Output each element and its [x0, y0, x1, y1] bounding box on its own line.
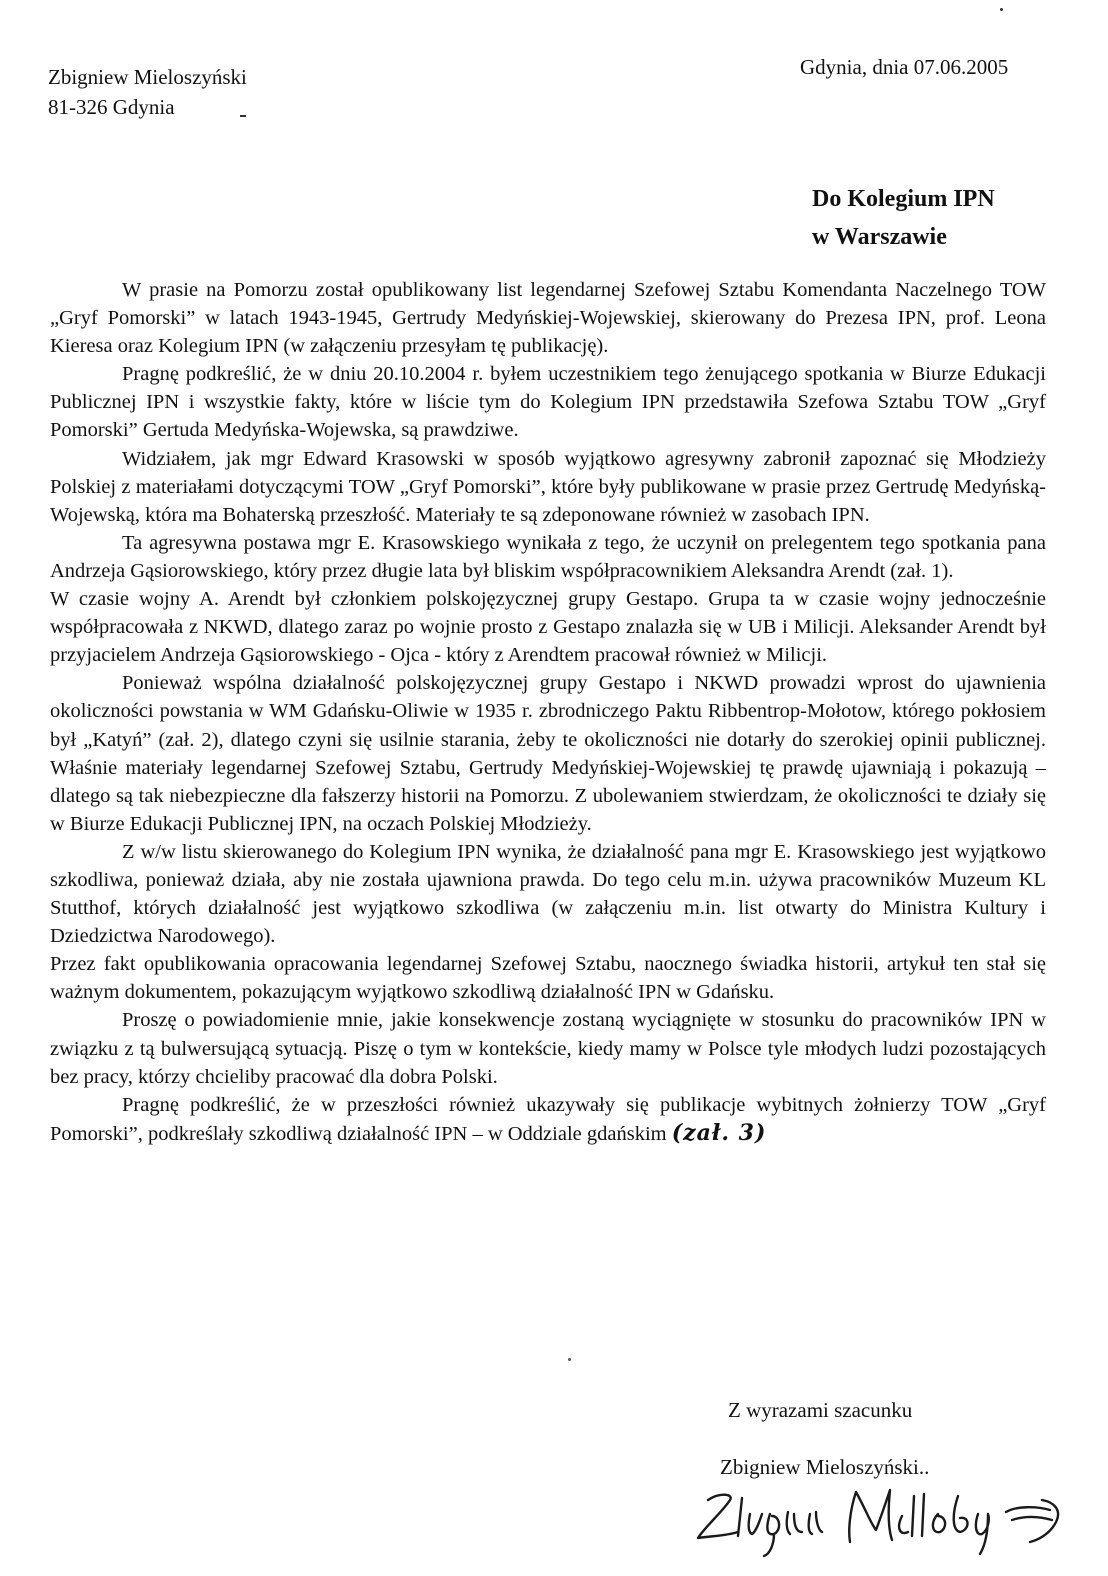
paragraph-2: Pragnę podkreślić, że w dniu 20.10.2004 r. byłem uczestnikiem tego żenującego spotkania w Biurze Edukacji Publicznej IPN i wszystkie fakty, które w liście tym do Kolegium IPN przedstawiła Szefowa Sztabu TOW „Gryf Pomorski” Gertuda Medyńska-Wojewska, są prawdziwe. — [50, 363, 1046, 442]
paragraph-5: W czasie wojny A. Arendt był członkiem polskojęzycznej grupy Gestapo. Grupa ta w czasie wojny jednocześnie współpracowała z NKWD, dlatego zaraz po wojnie prosto z Gestapo znalazła się w UB i Milicji. Aleksander Arendt był przyjacielem Andrzeja Gąsiorowskiego - Ojca - który z Arendtem pracował również w Milicji. — [50, 588, 1046, 667]
addressee-block — [812, 180, 995, 256]
paragraph-7: Z w/w listu skierowanego do Kolegium IPN wynika, że działalność pana mgr E. Krasowskiego jest wyjątkowo szkodliwa, ponieważ działa, aby nie została ujawniona prawda. Do tego celu m.in. używa pracowników Muzeum KL Stutthof, których działalność jest wyjątkowo szkodliwa (w załączeniu m.in. list otwarty do Ministra Kultury i Dziedzictwa Narodowego). — [50, 840, 1046, 948]
handwritten-signature — [690, 1470, 1070, 1560]
sender-block — [48, 62, 247, 122]
paragraph-9: Proszę o powiadomienie mnie, jakie konsekwencje zostaną wyciągnięte w stosunku do pracowników IPN w związku z tą bulwersującą sytuacją. Piszę o tym w kontekście, kiedy mamy w Polsce tyle młodych ludzi pozostających bez pracy, którzy chcieliby pracować dla dobra Polski. — [50, 1009, 1046, 1088]
scan-speck — [1000, 8, 1003, 11]
paragraph-10 — [50, 1091, 1046, 1148]
addressee-line-1: Do Kolegium IPN — [812, 186, 995, 212]
paragraph-8: Przez fakt opublikowania opracowania legendarnej Szefowej Sztabu, naocznego świadka historii, artykuł ten stał się ważnym dokumentem, pokazującym wyjątkowo szkodliwą działalność IPN w Gdańsku. — [50, 953, 1046, 1004]
paragraph-1: W prasie na Pomorzu został opublikowany list legendarnej Szefowej Sztabu Komendanta Naczelnego TOW „Gryf Pomorski” w latach 1943-1945, Gertrudy Medyńskiej-Wojewskiej, skierowany do Prezesa IPN, prof. Leona Kieresa oraz Kolegium IPN (w załączeniu przesyłam tę publikację). — [50, 279, 1046, 358]
paragraph-3: Widziałem, jak mgr Edward Krasowski w sposób wyjątkowo agresywny zabronił zapoznać się Młodzieży Polskiej z materiałami dotyczącymi TOW „Gryf Pomorski”, które były publikowane w prasie przez Gertrudę Medyńską-Wojewską, która ma Bohaterską przeszłość. Materiały te są zdeponowane również w zasobach IPN. — [50, 447, 1046, 526]
paragraph-6: Ponieważ wspólna działalność polskojęzycznej grupy Gestapo i NKWD prowadzi wprost do ujawnienia okoliczności powstania w WM Gdańsku-Oliwie w 1935 r. zbrodniczego Paktu Ribbentrop-Mołotow, którego pokłosiem był „Katyń” (zał. 2), dlatego czyni się usilnie starania, żeby te okoliczności nie dotarły do szerokiej opinii publicznej. Właśnie materiały legendarnej Szefowej Sztabu, Gertrudy Medyńskiej-Wojewskiej tę prawdę ujawniają i pokazują – dlatego są tak niebezpieczne dla fałszerzy historii na Pomorzu. Z ubolewaniem stwierdzam, że okoliczności te działy się w Biurze Edukacji Publicznej IPN, na oczach Polskiej Młodzieży. — [50, 672, 1046, 835]
addressee-line-2: w Warszawie — [812, 224, 947, 250]
sender-name: Zbigniew Mieloszyński — [48, 65, 247, 89]
signatory-name: Zbigniew Mieloszyński.. — [720, 1455, 930, 1479]
sender-address: 81-326 Gdynia — [48, 95, 175, 119]
handwritten-attachment-note: (zał. 3) — [671, 1119, 767, 1146]
closing-phrase: Z wyrazami szacunku — [728, 1398, 913, 1422]
letter-body — [50, 276, 1046, 1148]
scan-speck — [568, 1358, 571, 1361]
paragraph-10-text: Pragnę podkreślić, że w przeszłości również ukazywały się publikacje wybitnych żołnierzy TOW „Gryf Pomorski”, podkreślały szkodliwą działalność IPN – w Oddziale gdańskim — [50, 1093, 1046, 1145]
letter-date: Gdynia, dnia 07.06.2005 — [800, 55, 1009, 79]
paragraph-4: Ta agresywna postawa mgr E. Krasowskiego wynikała z tego, że uczynił on prelegentem tego spotkania pana Andrzeja Gąsiorowskiego, który przez długie lata był bliskim współpracownikiem Aleksandra Arendt (zał. 1). — [50, 531, 1046, 582]
